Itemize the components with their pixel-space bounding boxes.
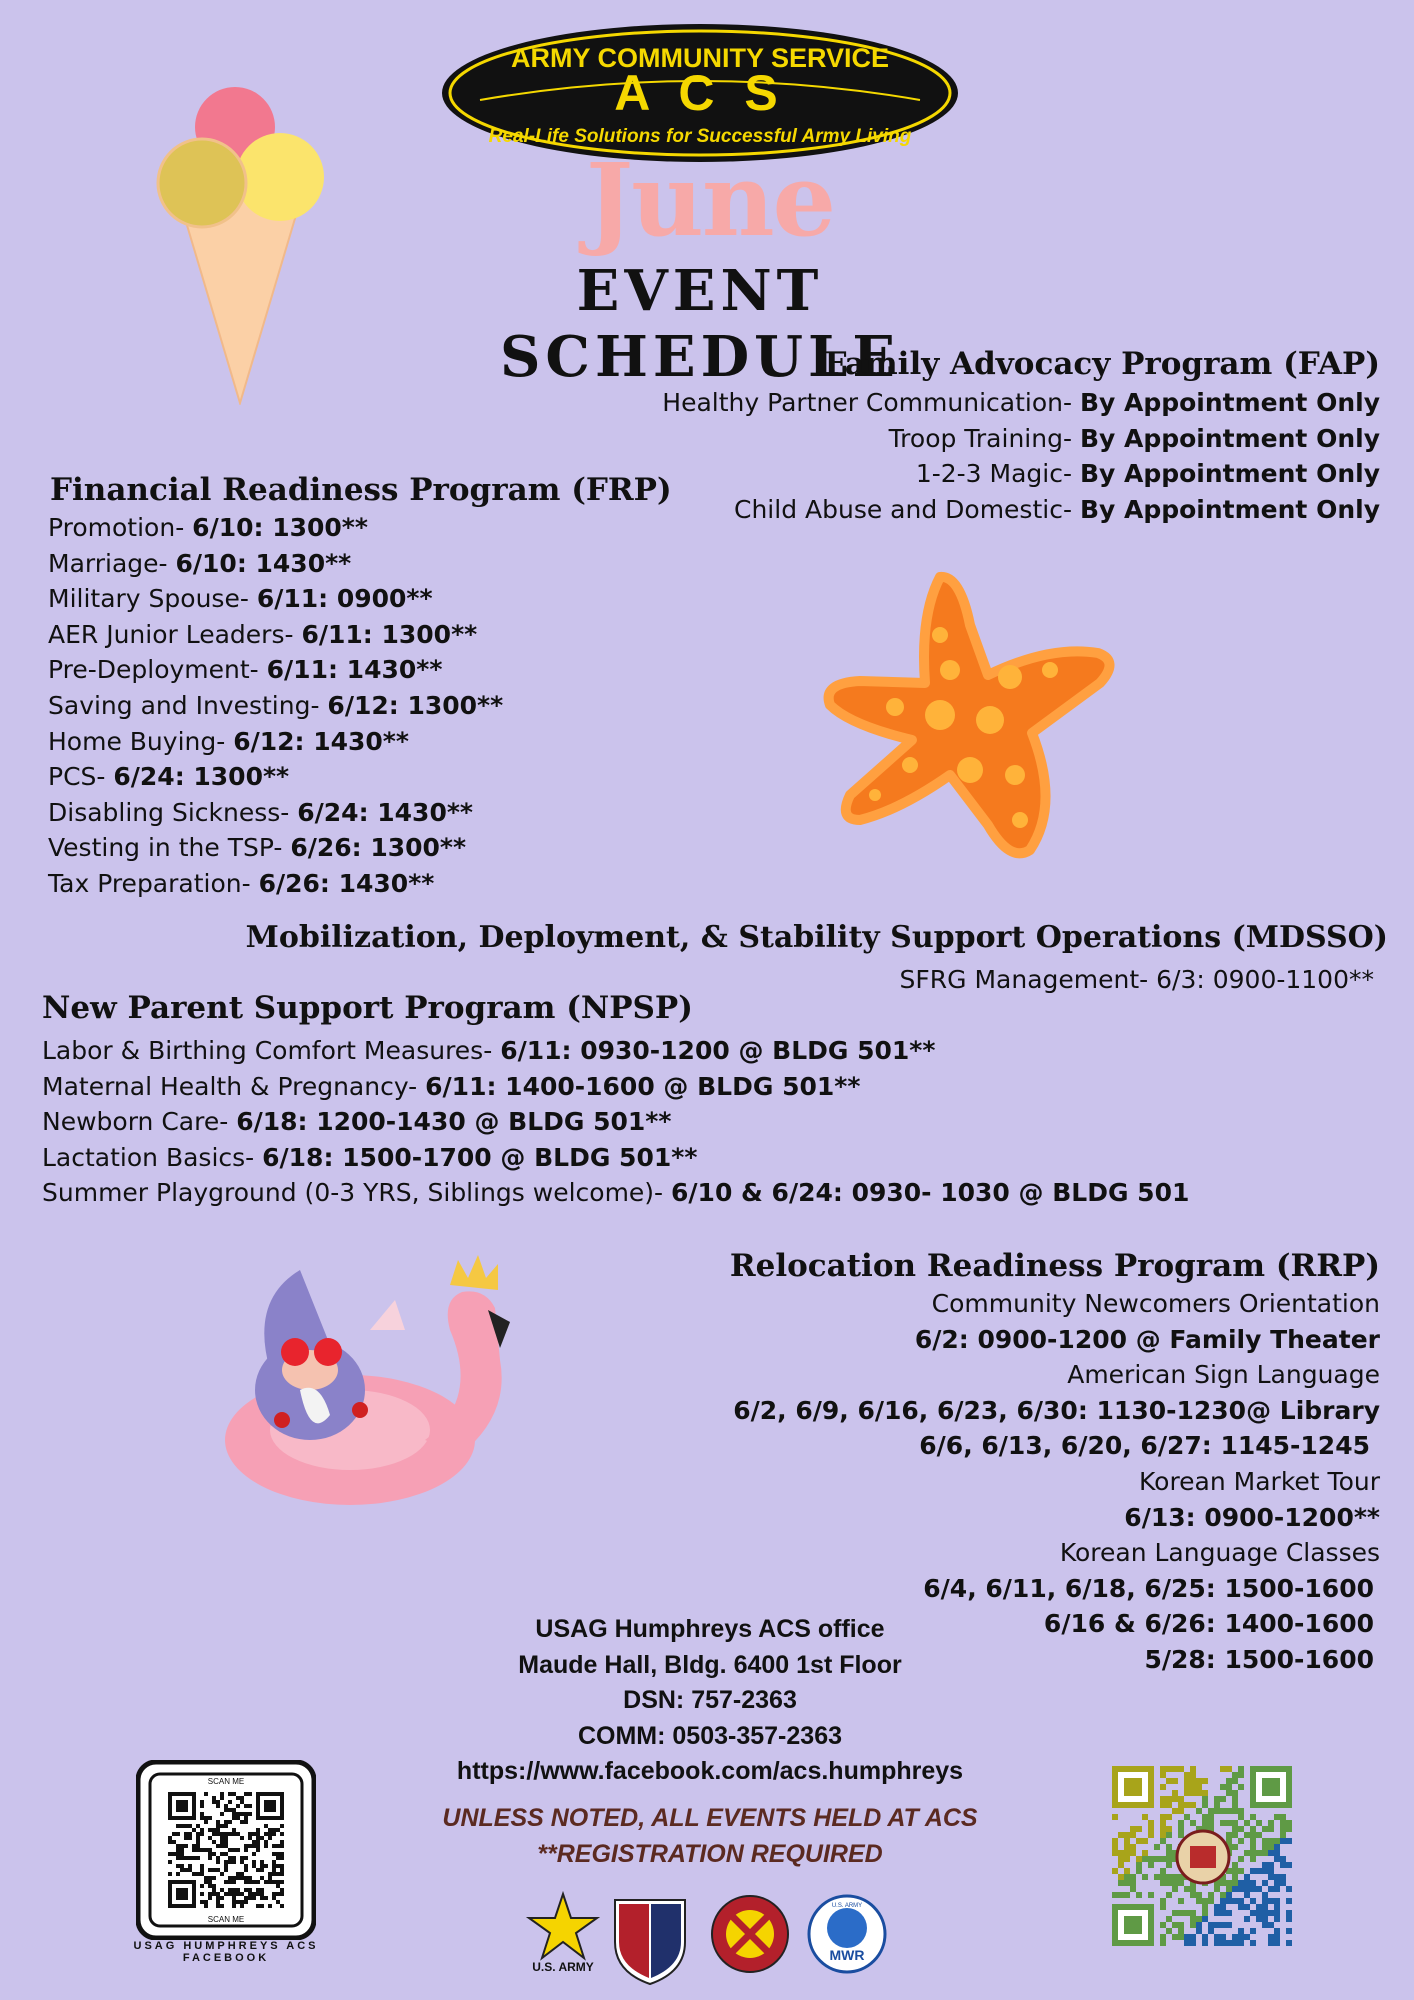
mwr-text: MWR <box>829 1947 865 1963</box>
frp-title: Financial Readiness Program (FRP) <box>50 472 672 508</box>
office-comm: COMM: 0503-357-2363 <box>577 1721 842 1750</box>
event-time: 6/11: 1400-1600 @ BLDG 501** <box>425 1071 861 1101</box>
event-time: 6/12: 1430** <box>233 726 409 756</box>
event-name: Maternal Health & Pregnancy- <box>42 1071 426 1101</box>
event-time: 6/11: 0900** <box>256 584 433 614</box>
event-time: 6/26: 1300** <box>290 833 467 863</box>
event-name: Military Spouse- <box>48 584 257 614</box>
event-name: Pre-Deployment- <box>48 655 267 685</box>
event-time: By Appointment Only <box>1079 459 1380 489</box>
event-time: 6/26: 1430** <box>258 868 435 898</box>
event-time: 6/11: 1430** <box>266 655 443 685</box>
fap-title: Family Advocacy Program (FAP) <box>824 346 1380 382</box>
footer-notes <box>380 1800 1040 1872</box>
rrp-line: 6/16 & 6/26: 1400-1600 <box>1043 1609 1374 1639</box>
mdsso-item: SFRG Management- 6/3: 0900-1100** <box>899 965 1374 994</box>
office-info <box>380 1612 1040 1790</box>
rrp-line: 6/2: 0900-1200 @ Family Theater <box>914 1324 1380 1354</box>
event-time: 6/24: 1300** <box>113 762 290 792</box>
list-item <box>48 795 503 831</box>
event-name: Child Abuse and Domestic- <box>734 494 1080 524</box>
sponsor-logos <box>525 1890 895 1990</box>
rrp-line: 6/2, 6/9, 6/16, 6/23, 6/30: 1130-1230@ Library <box>733 1395 1380 1425</box>
event-time: 6/24: 1430** <box>297 797 473 827</box>
office-address: Maude Hall, Bldg. 6400 1st Floor <box>518 1650 902 1679</box>
list-item <box>42 1069 1189 1105</box>
army-label: U.S. ARMY <box>532 1960 594 1974</box>
event-time: 6/18: 1500-1700 @ BLDG 501** <box>262 1142 698 1172</box>
ice-cream-icon <box>150 85 330 405</box>
qr-caption: USAG HUMPHREYS ACS FACEBOOK <box>133 1940 319 1964</box>
qr-scan-label-bottom: SCAN ME <box>207 1915 245 1924</box>
logo-tagline-text: Real-Life Solutions for Successful Army Living <box>488 126 912 147</box>
event-time: 6/10: 1300** <box>192 513 368 542</box>
event-name: Home Buying- <box>48 726 234 756</box>
event-time: By Appointment Only <box>1079 388 1380 417</box>
event-name: AER Junior Leaders- <box>48 619 302 649</box>
rrp-line: 6/6, 6/13, 6/20, 6/27: 1145-1245 <box>919 1431 1370 1461</box>
event-name: Healthy Partner Communication- <box>662 388 1080 417</box>
event-time: 6/12: 1300** <box>327 690 504 720</box>
office-name: USAG Humphreys ACS office <box>535 1615 885 1643</box>
event-name: Saving and Investing- <box>48 690 328 720</box>
event-time: 6/11: 0930-1200 @ BLDG 501** <box>500 1036 936 1065</box>
frp-list <box>48 510 503 902</box>
logo-top-text: ARMY COMMUNITY SERVICE <box>510 43 890 73</box>
note-registration: **REGISTRATION REQUIRED <box>537 1840 883 1868</box>
rrp-line: Korean Market Tour <box>1139 1466 1380 1496</box>
qr-code-icon[interactable] <box>136 1760 316 1940</box>
army-shield-icon <box>615 1900 685 1984</box>
gnome-flamingo-icon <box>210 1240 520 1520</box>
npsp-list <box>42 1033 1189 1211</box>
list-item <box>48 652 503 688</box>
list-item <box>42 1140 1189 1176</box>
office-dsn: DSN: 757-2363 <box>623 1686 797 1715</box>
event-name: Tax Preparation- <box>48 868 259 898</box>
support-command-icon <box>712 1896 788 1972</box>
qr-code-icon[interactable] <box>1112 1766 1294 1948</box>
list-item <box>48 724 503 760</box>
event-time: 6/10: 1430** <box>175 548 352 578</box>
facebook-link[interactable]: https://www.facebook.com/acs.humphreys <box>456 1757 964 1786</box>
event-name: Summer Playground (0-3 YRS, Siblings welcome)- <box>42 1178 672 1208</box>
event-time: 6/11: 1300** <box>301 619 478 649</box>
list-item <box>48 688 503 724</box>
event-time: 6/10 & 6/24: 0930- 1030 @ BLDG 501 <box>671 1178 1190 1208</box>
rrp-title: Relocation Readiness Program (RRP) <box>729 1248 1380 1284</box>
list-item <box>42 1033 1189 1069</box>
list-item <box>48 759 503 795</box>
mwr-top-text: U.S. ARMY <box>831 1903 863 1909</box>
list-item <box>48 830 503 866</box>
event-name: Vesting in the TSP- <box>48 833 291 863</box>
fap-list <box>662 385 1380 527</box>
event-name: Promotion- <box>48 513 193 542</box>
rrp-line: 6/13: 0900-1200** <box>1124 1502 1380 1532</box>
event-name: Newborn Care- <box>42 1107 237 1137</box>
page-subtitle: EVENT SCHEDULE <box>499 258 901 390</box>
list-item <box>48 866 503 902</box>
logo-acs-text: A C S <box>614 65 786 121</box>
event-time: 6/18: 1200-1430 @ BLDG 501** <box>236 1107 672 1137</box>
event-name: Marriage- <box>48 548 176 578</box>
list-item <box>48 581 503 617</box>
event-name: Labor & Birthing Comfort Measures- <box>42 1036 501 1065</box>
list-item <box>48 617 503 653</box>
event-name: Troop Training- <box>888 423 1080 453</box>
army-star-icon <box>529 1894 597 1958</box>
list-item <box>42 1104 1189 1140</box>
rrp-line: American Sign Language <box>1067 1360 1380 1390</box>
list-item <box>662 492 1380 528</box>
rrp-line: Community Newcomers Orientation <box>931 1289 1380 1318</box>
list-item <box>48 546 503 582</box>
mwr-globe-icon <box>809 1896 885 1972</box>
list-item <box>48 510 503 546</box>
starfish-icon <box>820 565 1130 865</box>
mdsso-title: Mobilization, Deployment, & Stability Support Operations (MDSSO) <box>245 920 1388 955</box>
note-location: UNLESS NOTED, ALL EVENTS HELD AT ACS <box>442 1804 978 1832</box>
npsp-title: New Parent Support Program (NPSP) <box>42 990 693 1026</box>
event-name: Disabling Sickness- <box>48 797 298 827</box>
list-item <box>42 1175 1189 1211</box>
list-item <box>662 456 1380 492</box>
rrp-line: 5/28: 1500-1600 <box>1144 1644 1374 1674</box>
event-name: 1-2-3 Magic- <box>915 459 1080 489</box>
event-time: By Appointment Only <box>1079 494 1380 524</box>
rrp-line: 6/4, 6/11, 6/18, 6/25: 1500-1600 <box>923 1573 1374 1603</box>
list-item <box>662 421 1380 457</box>
list-item <box>662 385 1380 421</box>
qr-scan-label-top: SCAN ME <box>207 1777 245 1786</box>
event-name: PCS- <box>48 762 114 792</box>
event-name: Lactation Basics- <box>42 1142 263 1172</box>
rrp-line: Korean Language Classes <box>1059 1538 1380 1568</box>
event-time: By Appointment Only <box>1079 423 1380 453</box>
month-title: June <box>585 141 835 259</box>
